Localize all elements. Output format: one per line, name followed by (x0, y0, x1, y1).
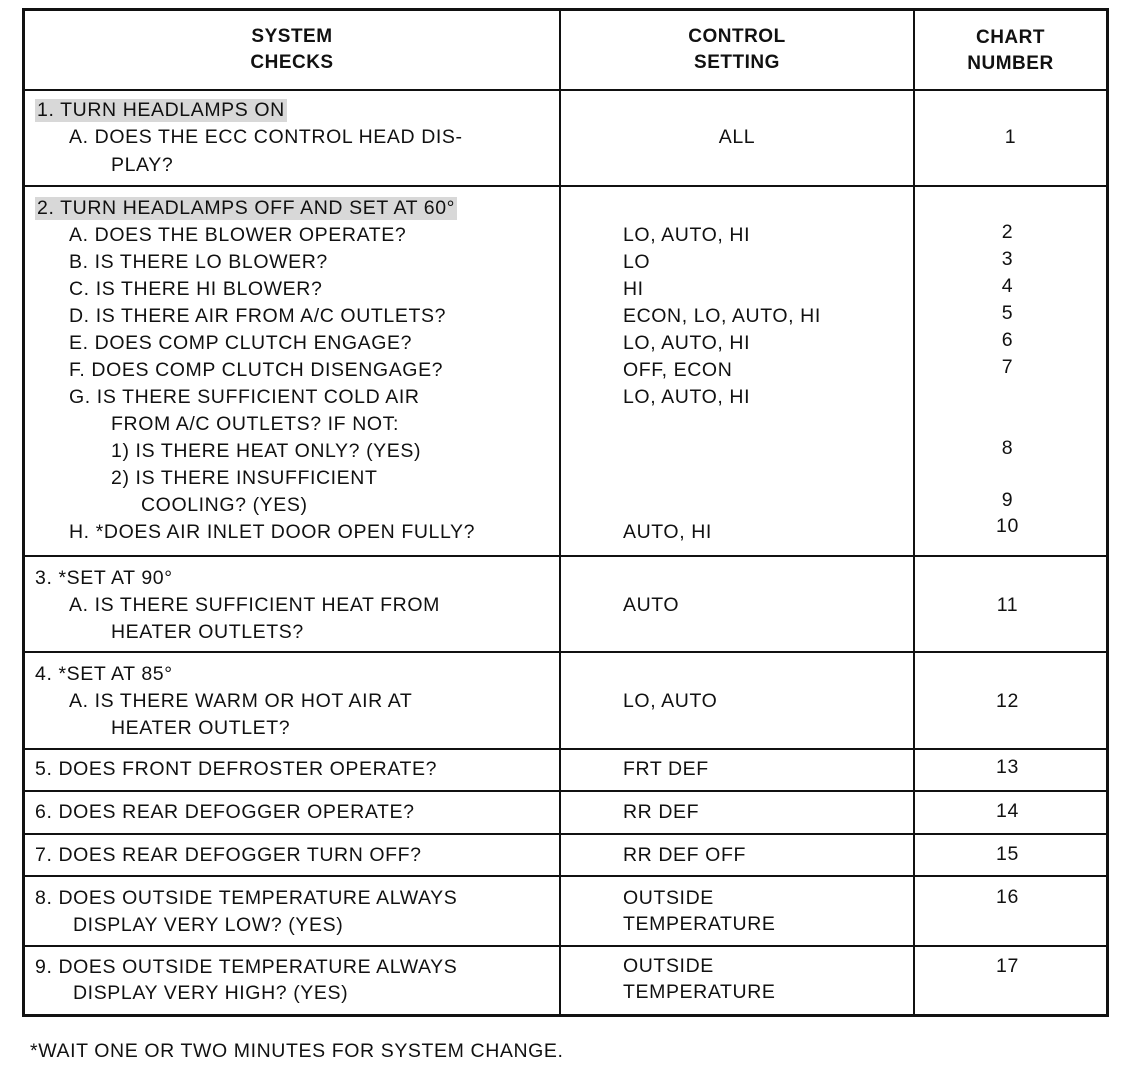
check-line: HEATER OUTLETS? (111, 620, 304, 643)
header-system-checks (24, 10, 560, 90)
check-line: 7. DOES REAR DEFOGGER TURN OFF? (35, 843, 422, 866)
check-line: FROM A/C OUTLETS? IF NOT: (111, 412, 400, 435)
chart-number: 6 (1001, 328, 1014, 351)
setting-line: FRT DEF (622, 757, 709, 780)
table-row (24, 90, 1108, 186)
check-line: E. DOES COMP CLUTCH ENGAGE? (69, 331, 413, 354)
chart-cell (914, 834, 1108, 876)
setting-cell (560, 791, 914, 834)
header-line: SYSTEM (251, 25, 333, 47)
chart-number: 5 (1001, 301, 1014, 324)
setting-line: AUTO, HI (622, 520, 712, 543)
check-line: 4. *SET AT 85° (35, 662, 173, 685)
table-row (24, 556, 1108, 652)
chart-number: 9 (1001, 488, 1014, 511)
chart-number: 14 (996, 799, 1019, 822)
chart-cell (914, 186, 1108, 556)
chart-cell (914, 876, 1108, 946)
chart-number: 1 (1004, 125, 1017, 148)
check-line: H. *DOES AIR INLET DOOR OPEN FULLY? (69, 520, 476, 543)
setting-cell (560, 876, 914, 946)
checks-cell (24, 186, 560, 556)
check-line: 1. TURN HEADLAMPS ON (37, 98, 285, 121)
chart-number: 13 (996, 755, 1019, 778)
chart-number: 10 (996, 514, 1019, 537)
chart-number: 16 (996, 885, 1019, 908)
checks-cell (24, 876, 560, 946)
check-line: D. IS THERE AIR FROM A/C OUTLETS? (69, 304, 447, 327)
chart-number: 2 (1001, 220, 1014, 243)
check-line: A. DOES THE BLOWER OPERATE? (69, 223, 407, 246)
check-line: 1) IS THERE HEAT ONLY? (YES) (111, 439, 422, 462)
setting-line: LO, AUTO, HI (622, 331, 751, 354)
setting-cell (560, 946, 914, 1016)
chart-cell (914, 556, 1108, 652)
setting-line: RR DEF OFF (622, 843, 746, 866)
setting-line: RR DEF (622, 800, 700, 823)
checks-cell (24, 834, 560, 876)
check-line: 3. *SET AT 90° (35, 566, 173, 589)
header-chart-number (914, 10, 1108, 90)
chart-cell (914, 90, 1108, 186)
checks-cell (24, 556, 560, 652)
table-row (24, 834, 1108, 876)
check-line: DISPLAY VERY LOW? (YES) (73, 913, 344, 936)
setting-cell (560, 749, 914, 791)
check-line: 5. DOES FRONT DEFROSTER OPERATE? (35, 757, 438, 780)
check-line: COOLING? (YES) (141, 493, 308, 516)
header-line: CHART (975, 27, 1045, 48)
check-line: 8. DOES OUTSIDE TEMPERATURE ALWAYS (35, 886, 458, 909)
setting-line: ECON, LO, AUTO, HI (622, 304, 821, 327)
check-line: F. DOES COMP CLUTCH DISENGAGE? (69, 358, 444, 381)
check-line: 2) IS THERE INSUFFICIENT (111, 466, 378, 489)
chart-cell (914, 749, 1108, 791)
check-line: A. IS THERE WARM OR HOT AIR AT (69, 689, 413, 712)
chart-number: 15 (996, 842, 1019, 865)
header-line: CONTROL (688, 25, 786, 47)
table-row (24, 946, 1108, 1016)
check-line: DISPLAY VERY HIGH? (YES) (73, 981, 349, 1004)
check-line: PLAY? (111, 153, 174, 176)
setting-line: HI (622, 277, 644, 300)
check-line: A. IS THERE SUFFICIENT HEAT FROM (69, 593, 440, 616)
chart-cell (914, 946, 1108, 1016)
setting-cell (560, 652, 914, 749)
checks-cell (24, 791, 560, 834)
setting-line: OUTSIDE (622, 954, 714, 977)
checks-cell (24, 946, 560, 1016)
header-line: NUMBER (967, 53, 1054, 74)
check-line: C. IS THERE HI BLOWER? (69, 277, 323, 300)
setting-line: LO (622, 250, 651, 273)
check-line: G. IS THERE SUFFICIENT COLD AIR (69, 385, 420, 408)
chart-number: 3 (1001, 247, 1014, 270)
chart-cell (914, 652, 1108, 749)
checks-cell (24, 749, 560, 791)
check-line: A. DOES THE ECC CONTROL HEAD DIS- (69, 125, 463, 148)
setting-cell (560, 186, 914, 556)
chart-number: 17 (996, 954, 1019, 977)
setting-line: TEMPERATURE (622, 980, 776, 1003)
setting-line: TEMPERATURE (622, 912, 776, 935)
chart-number: 12 (996, 689, 1019, 712)
setting-line: LO, AUTO, HI (622, 385, 751, 408)
setting-line: LO, AUTO (622, 689, 718, 712)
setting-cell (560, 834, 914, 876)
setting-line: ALL (718, 125, 756, 148)
setting-line: OFF, ECON (622, 358, 733, 381)
diagnostic-table (22, 8, 1109, 1017)
chart-number: 11 (996, 593, 1019, 616)
chart-number: 4 (1001, 274, 1014, 297)
checks-cell (24, 652, 560, 749)
chart-number: 8 (1001, 436, 1014, 459)
check-line: 9. DOES OUTSIDE TEMPERATURE ALWAYS (35, 955, 458, 978)
header-line: CHECKS (250, 51, 334, 73)
check-line: HEATER OUTLET? (111, 716, 291, 739)
setting-line: AUTO (622, 593, 680, 616)
chart-number: 7 (1001, 355, 1014, 378)
table-row (24, 652, 1108, 749)
check-line: 2. TURN HEADLAMPS OFF AND SET AT 60° (37, 196, 456, 219)
setting-cell (560, 556, 914, 652)
check-line: 6. DOES REAR DEFOGGER OPERATE? (35, 800, 415, 823)
check-line: B. IS THERE LO BLOWER? (69, 250, 328, 273)
chart-cell (914, 791, 1108, 834)
table-row (24, 791, 1108, 834)
setting-cell (560, 90, 914, 186)
checks-cell (24, 90, 560, 186)
footnote: *WAIT ONE OR TWO MINUTES FOR SYSTEM CHANGE. (30, 1040, 564, 1062)
header-line: SETTING (694, 51, 780, 73)
setting-line: LO, AUTO, HI (622, 223, 751, 246)
setting-line: OUTSIDE (622, 886, 714, 909)
header-row (24, 10, 1108, 90)
table-row (24, 186, 1108, 556)
header-control-setting (560, 10, 914, 90)
table-row (24, 749, 1108, 791)
table-row (24, 876, 1108, 946)
